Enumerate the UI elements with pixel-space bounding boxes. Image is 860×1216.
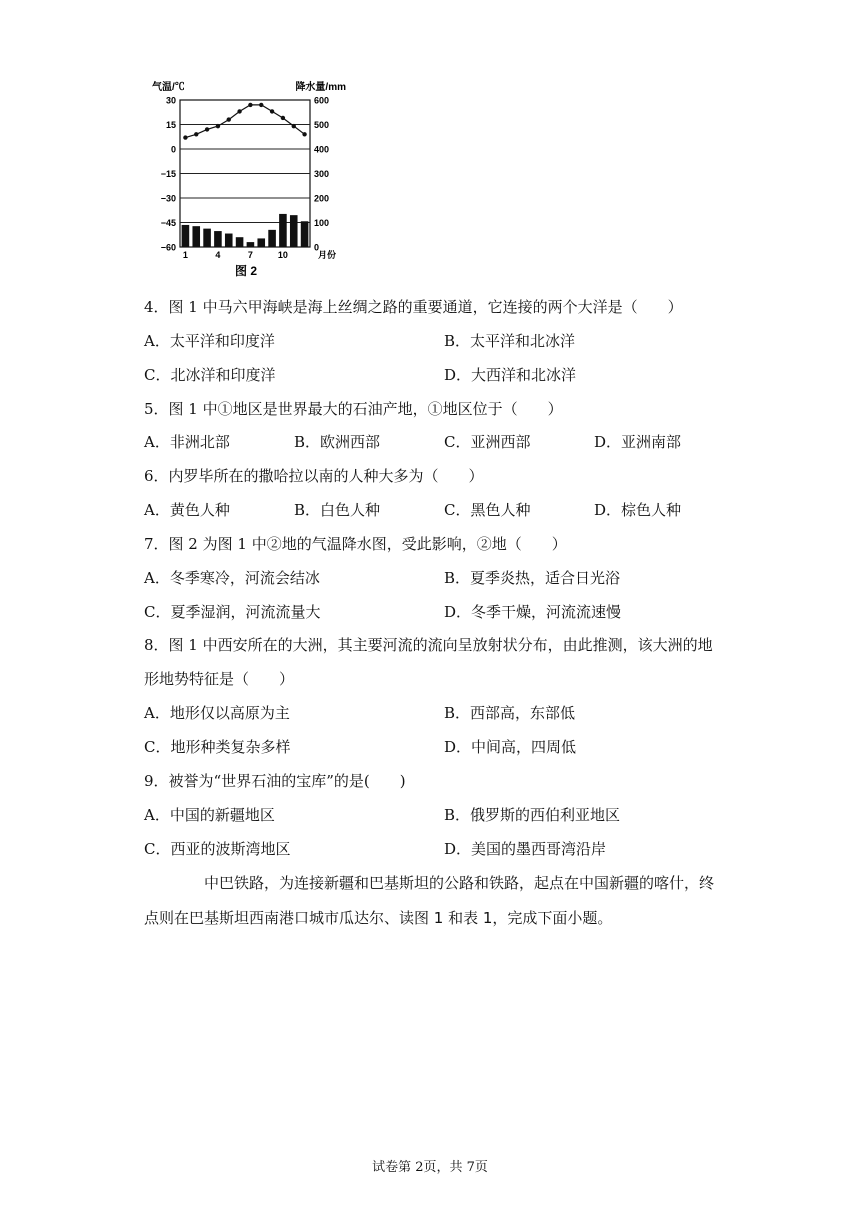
passage-line-1: 中巴铁路，为连接新疆和巴基斯坦的公路和铁路，起点在中国新疆的喀什，终 (204, 874, 715, 892)
temperature-point (292, 124, 296, 128)
temperature-point (302, 132, 306, 136)
left-axis-label: 气温/℃ (152, 82, 185, 93)
month-tick-label: 7 (247, 250, 253, 260)
question-8-option-d[interactable]: D．中间高，四周低 (444, 738, 577, 756)
precipitation-bar (290, 215, 298, 247)
question-6-stem: 6．内罗毕所在的撒哈拉以南的人种大多为（ ） (144, 467, 484, 485)
precipitation-bar (214, 231, 222, 247)
temperature-point (227, 117, 231, 121)
temperature-line (183, 103, 307, 140)
question-6-option-a[interactable]: A．黄色人种 (144, 501, 230, 519)
question-4-option-d[interactable]: D．大西洋和北冰洋 (444, 366, 577, 384)
temperature-point (216, 124, 220, 128)
precipitation-bar (257, 238, 265, 247)
precip-tick-label: 200 (314, 193, 330, 204)
x-axis-label: 月份 (318, 250, 337, 260)
temp-tick-label: 30 (165, 95, 176, 106)
temperature-point (248, 103, 252, 107)
temperature-point (281, 116, 285, 120)
question-7-option-a[interactable]: A．冬季寒冷，河流会结冰 (144, 569, 320, 587)
temperature-point (194, 132, 198, 136)
question-4-stem: 4．图 1 中马六甲海峡是海上丝绸之路的重要通道，它连接的两个大洋是（ ） (144, 298, 683, 316)
precip-tick-label: 300 (314, 169, 330, 179)
month-tick-label: 4 (215, 250, 221, 260)
question-8-option-a[interactable]: A．地形仅以高原为主 (144, 704, 290, 722)
temperature-point (237, 109, 241, 113)
precipitation-bar (225, 234, 233, 247)
temp-tick-label: 0 (170, 144, 176, 155)
question-5-option-b[interactable]: B．欧洲西部 (294, 433, 381, 451)
precip-tick-label: 600 (314, 95, 330, 106)
precipitation-bar (203, 229, 211, 247)
question-8-stem: 8．图 1 中西安所在的大洲，其主要河流的流向呈放射状分布，由此推测，该大洲的地 (144, 636, 713, 654)
question-5-option-d[interactable]: D．亚洲南部 (594, 433, 682, 451)
question-8-stem-continued: 形地势特征是（ ） (144, 670, 295, 688)
question-5-stem: 5．图 1 中①地区是世界最大的石油产地，①地区位于（ ） (144, 400, 563, 418)
precipitation-bar (301, 221, 309, 247)
question-5-option-a[interactable]: A．非洲北部 (144, 433, 230, 451)
question-9-option-c[interactable]: C．西亚的波斯湾地区 (144, 840, 291, 858)
page-footer: 试卷第 2页，共 7页 (372, 1160, 488, 1175)
temp-tick-label: 15 (165, 120, 176, 130)
temp-tick-label: −15 (160, 169, 176, 179)
chart-title: 图 2 (234, 264, 258, 278)
temperature-point (270, 109, 274, 113)
temperature-curve (185, 105, 304, 138)
temperature-point (183, 135, 187, 139)
question-7-option-b[interactable]: B．夏季炎热，适合日光浴 (444, 569, 621, 587)
question-8-option-c[interactable]: C．地形种类复杂多样 (144, 738, 291, 756)
right-axis-label: 降水量/mm (295, 82, 346, 93)
question-5-option-c[interactable]: C．亚洲西部 (444, 433, 531, 451)
question-9-option-b[interactable]: B．俄罗斯的西伯利亚地区 (444, 806, 621, 824)
precipitation-bar (192, 226, 200, 247)
precipitation-bar (247, 242, 255, 247)
question-6-option-d[interactable]: D．棕色人种 (594, 501, 682, 519)
temp-tick-label: −30 (160, 193, 176, 204)
precip-tick-label: 400 (314, 144, 330, 155)
question-6-option-b[interactable]: B．白色人种 (294, 501, 381, 519)
precip-tick-label: 0 (314, 242, 320, 253)
climate-chart (150, 78, 350, 283)
precipitation-bars (182, 214, 309, 247)
question-4-option-a[interactable]: A．太平洋和印度洋 (144, 332, 275, 350)
precip-tick-label: 100 (314, 218, 330, 228)
temperature-point (259, 103, 263, 107)
question-8-option-b[interactable]: B．西部高，东部低 (444, 704, 576, 722)
question-9-stem: 9．被誉为“世界石油的宝库”的是( ) (144, 772, 406, 790)
temp-tick-label: −45 (160, 218, 176, 228)
precip-tick-label: 500 (314, 120, 330, 130)
question-7-stem: 7．图 2 为图 1 中②地的气温降水图，受此影响，②地（ ） (144, 535, 567, 553)
precipitation-bar (268, 230, 276, 247)
question-7-option-c[interactable]: C．夏季湿润，河流流量大 (144, 603, 321, 621)
question-6-option-c[interactable]: C．黑色人种 (444, 501, 531, 519)
question-4-option-c[interactable]: C．北冰洋和印度洋 (144, 366, 276, 384)
month-tick-label: 10 (277, 250, 288, 260)
temperature-point (205, 127, 209, 131)
month-tick-label: 1 (182, 250, 188, 260)
question-4-option-b[interactable]: B．太平洋和北冰洋 (444, 332, 576, 350)
question-7-option-d[interactable]: D．冬季干燥，河流流速慢 (444, 603, 622, 621)
precipitation-bar (182, 225, 190, 247)
question-9-option-a[interactable]: A．中国的新疆地区 (144, 806, 275, 824)
precipitation-bar (236, 237, 244, 247)
precipitation-bar (279, 214, 287, 247)
temp-tick-label: −60 (160, 242, 176, 253)
question-9-option-d[interactable]: D．美国的墨西哥湾沿岸 (444, 840, 607, 858)
passage-line-2: 点则在巴基斯坦西南港口城市瓜达尔、读图 1 和表 1，完成下面小题。 (144, 909, 613, 927)
